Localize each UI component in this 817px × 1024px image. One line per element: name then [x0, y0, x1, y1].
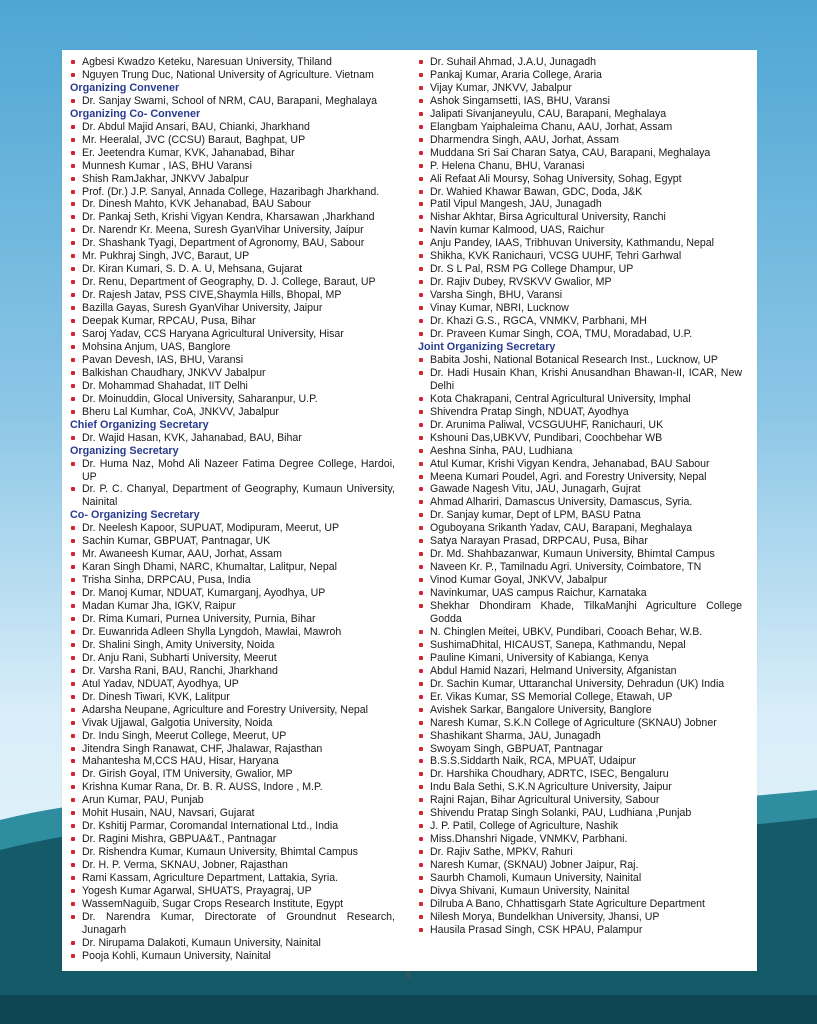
- list-item: Dr. Wahied Khawar Bawan, GDC, Doda, J&K: [418, 186, 742, 199]
- list-item: Balkishan Chaudhary, JNKVV Jabalpur: [70, 367, 395, 380]
- list-item: Pauline Kimani, University of Kabianga, Kenya: [418, 652, 742, 665]
- list-item: Bazilla Gayas, Suresh GyanVihar University, Jaipur: [70, 302, 395, 315]
- list-item: Satya Narayan Prasad, DRPCAU, Pusa, Bihar: [418, 535, 742, 548]
- list-item: Dr. Neelesh Kapoor, SUPUAT, Modipuram, Meerut, UP: [70, 522, 395, 535]
- list-item: Nishar Akhtar, Birsa Agricultural University, Ranchi: [418, 211, 742, 224]
- list-item: Dr. Shashank Tyagi, Department of Agronomy, BAU, Sabour: [70, 237, 395, 250]
- list-item: Shish RamJakhar, JNKVV Jabalpur: [70, 173, 395, 186]
- list-item: Mr. Awaneesh Kumar, AAU, Jorhat, Assam: [70, 548, 395, 561]
- list-item: Naresh Kumar, S.K.N College of Agriculture (SKNAU) Jobner: [418, 717, 742, 730]
- left-column: [70, 56, 395, 963]
- list-item: P. Helena Chanu, BHU, Varanasi: [418, 160, 742, 173]
- list-item: Oguboyana Srikanth Yadav, CAU, Barapani, Meghalaya: [418, 522, 742, 535]
- list-item: Patil Vipul Mangesh, JAU, Junagadh: [418, 198, 742, 211]
- list-item: Agbesi Kwadzo Keteku, Naresuan University, Thiland: [70, 56, 395, 69]
- list-item: Yogesh Kumar Agarwal, SHUATS, Prayagraj, UP: [70, 885, 395, 898]
- list-item: J. P. Patil, College of Agriculture, Nashik: [418, 820, 742, 833]
- list-item: Navinkumar, UAS campus Raichur, Karnataka: [418, 587, 742, 600]
- list-item: Dr. Rajesh Jatav, PSS CIVE,Shaymla Hills, Bhopal, MP: [70, 289, 395, 302]
- list-item: Nilesh Morya, Bundelkhan University, Jhansi, UP: [418, 911, 742, 924]
- list-item: Vinod Kumar Goyal, JNKVV, Jabalpur: [418, 574, 742, 587]
- list-item: Krishna Kumar Rana, Dr. B. R. AUSS, Indore , M.P.: [70, 781, 395, 794]
- page-number: 8: [405, 970, 411, 980]
- list-item: Dr. Sanjay Swami, School of NRM, CAU, Barapani, Meghalaya: [70, 95, 395, 108]
- list-item: Hausila Prasad Singh, CSK HPAU, Palampur: [418, 924, 742, 937]
- list-item: Sachin Kumar, GBPUAT, Pantnagar, UK: [70, 535, 395, 548]
- list-item: Dr. Khazi G.S., RGCA, VNMKV, Parbhani, MH: [418, 315, 742, 328]
- list-item: Swoyam Singh, GBPUAT, Pantnagar: [418, 743, 742, 756]
- list-item: Divya Shivani, Kumaun University, Nainital: [418, 885, 742, 898]
- section-heading: Joint Organizing Secretary: [418, 340, 556, 353]
- list-item: Varsha Singh, BHU, Varansi: [418, 289, 742, 302]
- list-item: Shivendu Pratap Singh Solanki, PAU, Ludhiana ,Punjab: [418, 807, 742, 820]
- list-item: Shekhar Dhondiram Khade, TilkaManjhi Agriculture College Godda: [418, 600, 742, 626]
- list-item: Dr. Kiran Kumari, S. D. A. U, Mehsana, Gujarat: [70, 263, 395, 276]
- list-item: Dr. Pankaj Seth, Krishi Vigyan Kendra, Kharsawan ,Jharkhand: [70, 211, 395, 224]
- list-item: Kota Chakrapani, Central Agricultural University, Imphal: [418, 393, 742, 406]
- list-item: Miss.Dhanshri Nigade, VNMKV, Parbhani.: [418, 833, 742, 846]
- list-item: Dr. Renu, Department of Geography, D. J. College, Baraut, UP: [70, 276, 395, 289]
- list-item: Mr. Heeralal, JVC (CCSU) Baraut, Baghpat, UP: [70, 134, 395, 147]
- list-item: Dr. Dinesh Tiwari, KVK, Lalitpur: [70, 691, 395, 704]
- list-item: Pankaj Kumar, Araria College, Araria: [418, 69, 742, 82]
- list-item: Pooja Kohli, Kumaun University, Nainital: [70, 950, 395, 963]
- list-item: Abdul Hamid Nazari, Helmand University, Afganistan: [418, 665, 742, 678]
- list-item: Dr. Sanjay kumar, Dept of LPM, BASU Patna: [418, 509, 742, 522]
- list-item: Dr. Dinesh Mahto, KVK Jehanabad, BAU Sabour: [70, 198, 395, 211]
- list-item: Mahantesha M,CCS HAU, Hisar, Haryana: [70, 755, 395, 768]
- list-item: Saroj Yadav, CCS Haryana Agricultural University, Hisar: [70, 328, 395, 341]
- list-item: Dr. Md. Shahbazanwar, Kumaun University, Bhimtal Campus: [418, 548, 742, 561]
- list-item: Dr. Hadi Husain Khan, Krishi Anusandhan Bhawan-II, ICAR, New Delhi: [418, 367, 742, 393]
- list-item: Munnesh Kumar , IAS, BHU Varansi: [70, 160, 395, 173]
- list-item: Dr. Euwanrida Adleen Shylla Lyngdoh, Mawlai, Mawroh: [70, 626, 395, 639]
- list-item: Deepak Kumar, RPCAU, Pusa, Bihar: [70, 315, 395, 328]
- list-item: Dr. Indu Singh, Meerut College, Meerut, UP: [70, 730, 395, 743]
- list-item: Dr. Girish Goyal, ITM University, Gwalior, MP: [70, 768, 395, 781]
- list-item: Navin kumar Kalmood, UAS, Raichur: [418, 224, 742, 237]
- section-heading: Co- Organizing Secretary: [70, 509, 200, 522]
- list-item: Dr. Narendra Kumar, Directorate of Groundnut Research, Junagarh: [70, 911, 395, 937]
- list-item: Dr. Shalini Singh, Amity University, Noida: [70, 639, 395, 652]
- list-item: Prof. (Dr.) J.P. Sanyal, Annada College, Hazaribagh Jharkhand.: [70, 186, 395, 199]
- list-item: Dr. Rajiv Dubey, RVSKVV Gwalior, MP: [418, 276, 742, 289]
- list-item: Indu Bala Sethi, S.K.N Agriculture University, Jaipur: [418, 781, 742, 794]
- list-item: Ali Refaat Ali Moursy, Sohag University, Sohag, Egypt: [418, 173, 742, 186]
- list-item: Dr. Nirupama Dalakoti, Kumaun University, Nainital: [70, 937, 395, 950]
- list-item: Dr. Harshika Choudhary, ADRTC, ISEC, Bengaluru: [418, 768, 742, 781]
- list-item: Rami Kassam, Agriculture Department, Lattakia, Syria.: [70, 872, 395, 885]
- list-item: Vivak Ujjawal, Galgotia University, Noida: [70, 717, 395, 730]
- list-item: Aeshna Sinha, PAU, Ludhiana: [418, 445, 742, 458]
- list-item: Kshouni Das,UBKVV, Pundibari, Coochbehar WB: [418, 432, 742, 445]
- list-item: Dr. Huma Naz, Mohd Ali Nazeer Fatima Degree College, Hardoi, UP: [70, 458, 395, 484]
- section-heading: Chief Organizing Secretary: [70, 418, 209, 431]
- list-item: Atul Yadav, NDUAT, Ayodhya, UP: [70, 678, 395, 691]
- list-item: Dr. Varsha Rani, BAU, Ranchi, Jharkhand: [70, 665, 395, 678]
- list-item: Gawade Nagesh Vitu, JAU, Junagarh, Gujrat: [418, 483, 742, 496]
- list-item: Nguyen Trung Duc, National University of Agriculture. Vietnam: [70, 69, 395, 82]
- list-item: Karan Singh Dhami, NARC, Khumaltar, Lalitpur, Nepal: [70, 561, 395, 574]
- list-item: Dr. Abdul Majid Ansari, BAU, Chianki, Jharkhand: [70, 121, 395, 134]
- list-item: Dr. Mohammad Shahadat, IIT Delhi: [70, 380, 395, 393]
- list-item: Avishek Sarkar, Bangalore University, Banglore: [418, 704, 742, 717]
- list-item: Dr. Moinuddin, Glocal University, Saharanpur, U.P.: [70, 393, 395, 406]
- list-item: Shikha, KVK Ranichauri, VCSG UUHF, Tehri Garhwal: [418, 250, 742, 263]
- list-item: Shashikant Sharma, JAU, Junagadh: [418, 730, 742, 743]
- list-item: Babita Joshi, National Botanical Research Inst., Lucknow, UP: [418, 354, 742, 367]
- list-item: Dr. H. P. Verma, SKNAU, Jobner, Rajasthan: [70, 859, 395, 872]
- list-item: Adarsha Neupane, Agriculture and Forestry University, Nepal: [70, 704, 395, 717]
- list-item: Shivendra Pratap Singh, NDUAT, Ayodhya: [418, 406, 742, 419]
- list-item: SushimaDhital, HICAUST, Sanepa, Kathmandu, Nepal: [418, 639, 742, 652]
- list-item: Mr. Pukhraj Singh, JVC, Baraut, UP: [70, 250, 395, 263]
- list-item: Naresh Kumar, (SKNAU) Jobner Jaipur, Raj.: [418, 859, 742, 872]
- list-item: WassemNaguib, Sugar Crops Research Institute, Egypt: [70, 898, 395, 911]
- list-item: Madan Kumar Jha, IGKV, Raipur: [70, 600, 395, 613]
- list-item: Dr. Rima Kumari, Purnea University, Purnia, Bihar: [70, 613, 395, 626]
- list-item: Jitendra Singh Ranawat, CHF, Jhalawar, Rajasthan: [70, 743, 395, 756]
- list-item: Dr. Praveen Kumar Singh, COA, TMU, Moradabad, U.P.: [418, 328, 742, 341]
- list-item: Atul Kumar, Krishi Vigyan Kendra, Jehanabad, BAU Sabour: [418, 458, 742, 471]
- list-item: Ashok Singamsetti, IAS, BHU, Varansi: [418, 95, 742, 108]
- list-item: Pavan Devesh, IAS, BHU, Varansi: [70, 354, 395, 367]
- list-item: Dr. S L Pal, RSM PG College Dhampur, UP: [418, 263, 742, 276]
- list-item: Muddana Sri Sai Charan Satya, CAU, Barapani, Meghalaya: [418, 147, 742, 160]
- list-item: Mohsina Anjum, UAS, Banglore: [70, 341, 395, 354]
- section-heading: Organizing Secretary: [70, 444, 179, 457]
- list-item: Dr. Arunima Paliwal, VCSGUUHF, Ranichauri, UK: [418, 419, 742, 432]
- list-item: Elangbam Yaiphaleima Chanu, AAU, Jorhat, Assam: [418, 121, 742, 134]
- right-column: [418, 56, 742, 937]
- list-item: Dr. Rajiv Sathe, MPKV, Rahuri: [418, 846, 742, 859]
- list-item: N. Chinglen Meitei, UBKV, Pundibari, Cooach Behar, W.B.: [418, 626, 742, 639]
- list-item: Dr. P. C. Chanyal, Department of Geography, Kumaun University, Nainital: [70, 483, 395, 509]
- list-item: Dr. Kshitij Parmar, Coromandal International Ltd., India: [70, 820, 395, 833]
- list-item: Vinay Kumar, NBRI, Lucknow: [418, 302, 742, 315]
- list-item: Dr. Rishendra Kumar, Kumaun University, Bhimtal Campus: [70, 846, 395, 859]
- list-item: Er. Vikas Kumar, SS Memorial College, Etawah, UP: [418, 691, 742, 704]
- list-item: Rajni Rajan, Bihar Agricultural University, Sabour: [418, 794, 742, 807]
- list-item: Arun Kumar, PAU, Punjab: [70, 794, 395, 807]
- list-item: Vijay Kumar, JNKVV, Jabalpur: [418, 82, 742, 95]
- list-item: Dr. Ragini Mishra, GBPUA&T., Pantnagar: [70, 833, 395, 846]
- footer-band: [0, 995, 817, 1024]
- section-heading: Organizing Convener: [70, 81, 180, 94]
- list-item: Bheru Lal Kumhar, CoA, JNKVV, Jabalpur: [70, 406, 395, 419]
- list-item: Ahmad Alhariri, Damascus University, Damascus, Syria.: [418, 496, 742, 509]
- list-item: Dr. Anju Rani, Subharti University, Meerut: [70, 652, 395, 665]
- list-item: Dharmendra Singh, AAU, Jorhat, Assam: [418, 134, 742, 147]
- list-item: Dr. Narendr Kr. Meena, Suresh GyanVihar University, Jaipur: [70, 224, 395, 237]
- list-item: Dr. Sachin Kumar, Uttaranchal University, Dehradun (UK) India: [418, 678, 742, 691]
- list-item: Er. Jeetendra Kumar, KVK, Jahanabad, Bihar: [70, 147, 395, 160]
- list-item: Trisha Sinha, DRPCAU, Pusa, India: [70, 574, 395, 587]
- section-heading: Organizing Co- Convener: [70, 107, 201, 120]
- list-item: Dr. Suhail Ahmad, J.A.U, Junagadh: [418, 56, 742, 69]
- list-item: Mohit Husain, NAU, Navsari, Gujarat: [70, 807, 395, 820]
- list-item: Saurbh Chamoli, Kumaun University, Nainital: [418, 872, 742, 885]
- list-item: Dilruba A Bano, Chhattisgarh State Agriculture Department: [418, 898, 742, 911]
- list-item: B.S.S.Siddarth Naik, RCA, MPUAT, Udaipur: [418, 755, 742, 768]
- list-item: Anju Pandey, IAAS, Tribhuvan University, Kathmandu, Nepal: [418, 237, 742, 250]
- list-item: Dr. Manoj Kumar, NDUAT, Kumarganj, Ayodhya, UP: [70, 587, 395, 600]
- list-item: Naveen Kr. P., Tamilnadu Agri. University, Coimbatore, TN: [418, 561, 742, 574]
- list-item: Jalipati Sivanjaneyulu, CAU, Barapani, Meghalaya: [418, 108, 742, 121]
- list-item: Meena Kumari Poudel, Agri. and Forestry University, Nepal: [418, 471, 742, 484]
- list-item: Dr. Wajid Hasan, KVK, Jahanabad, BAU, Bihar: [70, 432, 395, 445]
